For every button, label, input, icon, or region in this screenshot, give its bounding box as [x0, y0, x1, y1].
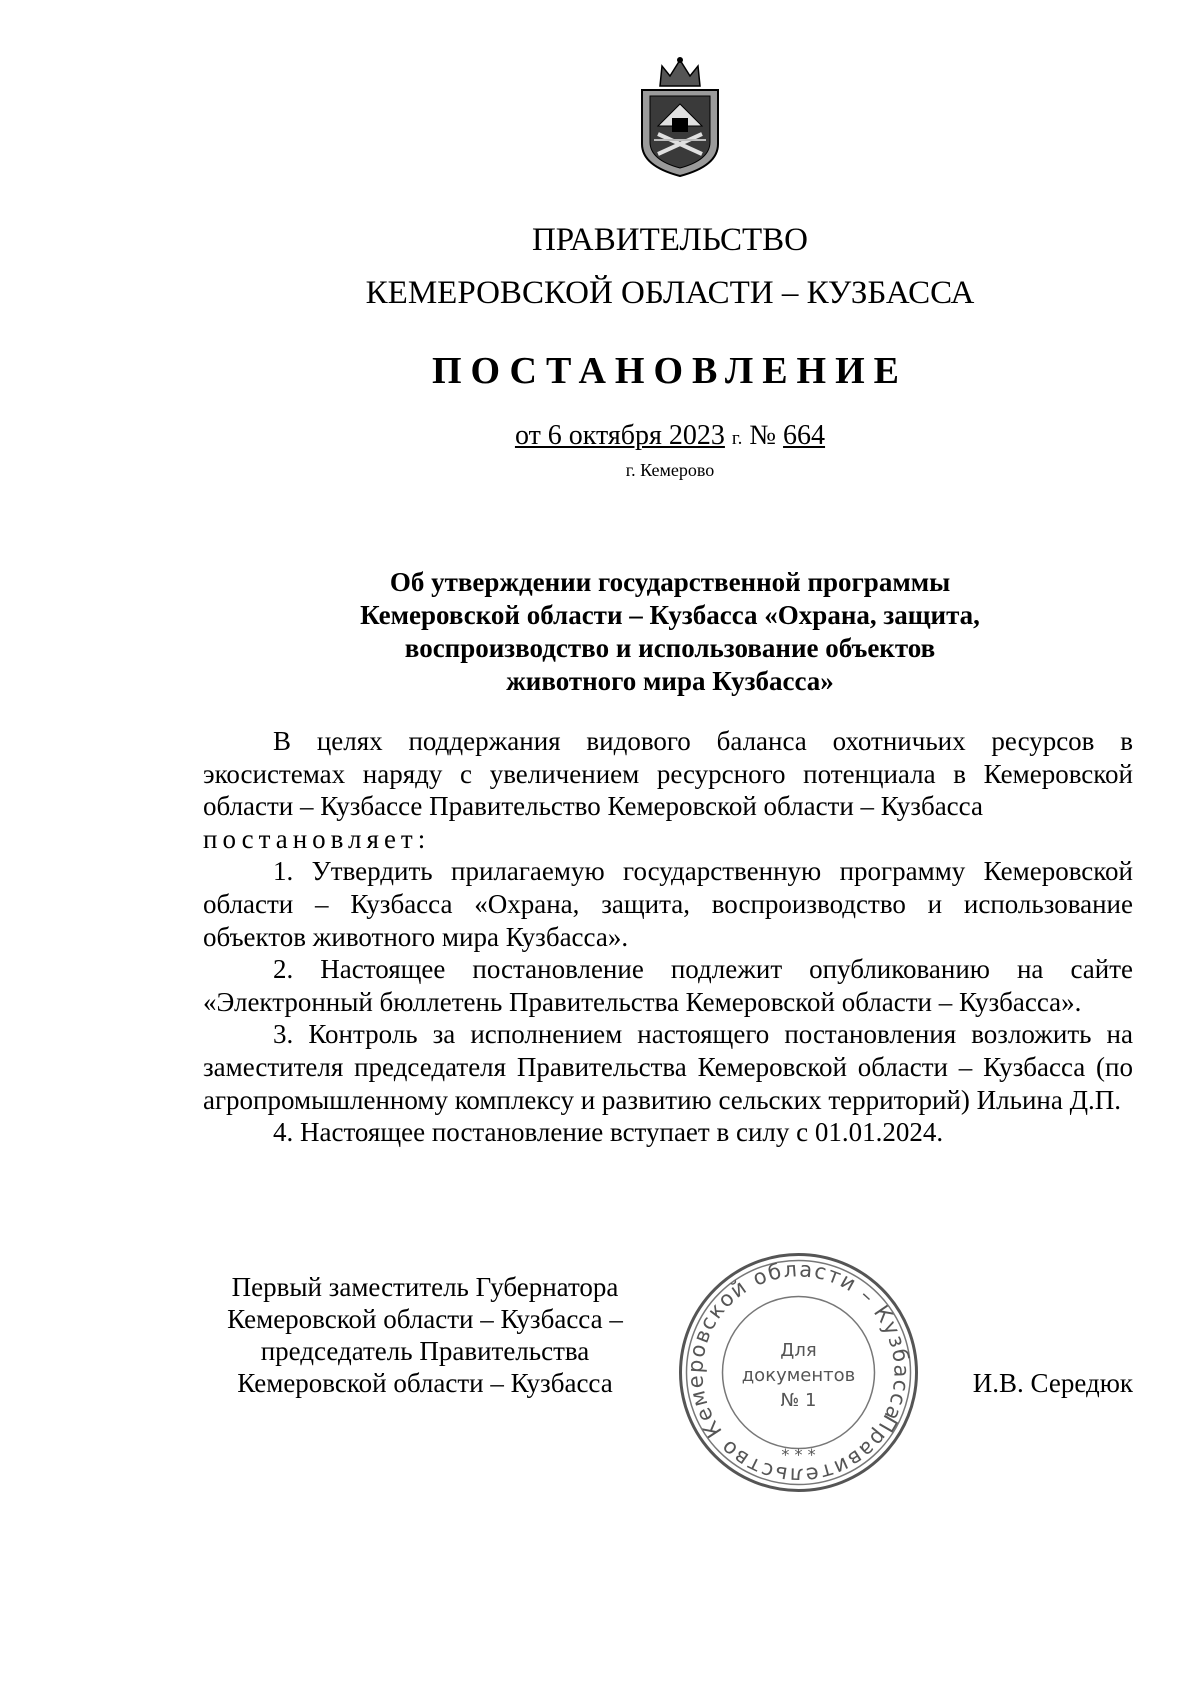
decree-word: постановляет: [203, 823, 431, 854]
signer-position-line: Первый заместитель Губернатора [231, 1272, 619, 1302]
signer-position-line: председатель Правительства [260, 1336, 590, 1366]
document-number: 664 [783, 420, 826, 451]
document-date: от 6 октября 2023 [514, 420, 725, 451]
stamp-ring-text: Правительство Кемеровской области – Кузбасса [683, 1257, 914, 1488]
title-line: Об утверждении государственной программы [389, 567, 951, 597]
government-name-line2: КЕМЕРОВСКОЙ ОБЛАСТИ – КУЗБАССА [365, 275, 975, 311]
document-body [203, 725, 1133, 1149]
kuzbass-coat-of-arms-icon [628, 56, 732, 180]
preamble-paragraph: В целях поддержания видового баланса охотничьих ресурсов в экосистемах наряду с увеличением ресурсного потенциала в Кемеровской области – Кузбассе Правительство Кемеровской области – Кузбасса [203, 726, 1133, 822]
government-name-line1: ПРАВИТЕЛЬСТВО [531, 222, 809, 258]
stamp-center-line: документов [741, 1365, 856, 1386]
document-city: г. Кемерово [625, 460, 715, 480]
document-title [0, 566, 1200, 698]
stamp-center-line: Для [780, 1340, 817, 1361]
stamp-center-line: № 1 [780, 1390, 817, 1411]
document-date-number [0, 418, 1200, 457]
signer-name: И.В. Середюк [972, 1368, 1133, 1398]
title-line: воспроизводство и использование объектов [404, 633, 936, 663]
document-type-heading: ПОСТАНОВЛЕНИЕ [431, 350, 909, 392]
stamp-stars: * * * [781, 1445, 816, 1464]
decree-item-2: 2. Настоящее постановление подлежит опубликованию на сайте «Электронный бюллетень Правительства Кемеровской области – Кузбасса». [203, 954, 1133, 1017]
title-line: животного мира Кузбасса» [506, 666, 834, 696]
number-prefix: № [749, 420, 777, 451]
signer-position-line: Кемеровской области – Кузбасса – [227, 1304, 623, 1334]
title-line: Кемеровской области – Кузбасса «Охрана, защита, [360, 600, 980, 630]
year-suffix: г. [731, 428, 743, 449]
decree-item-3: 3. Контроль за исполнением настоящего постановления возложить на заместителя председателя Правительства Кемеровской области – Кузбасса (по агропромышленному комплексу и развитию сельских территорий) Ильина Д.П. [203, 1019, 1133, 1115]
decree-item-1: 1. Утвердить прилагаемую государственную программу Кемеровской области – Кузбасса «Охрана, защита, воспроизводство и использование объектов животного мира Кузбасса». [203, 856, 1133, 952]
decree-item-4: 4. Настоящее постановление вступает в силу с 01.01.2024. [273, 1117, 944, 1148]
official-stamp [676, 1250, 921, 1495]
signer-position [205, 1271, 645, 1399]
signer-position-line: Кемеровской области – Кузбасса [237, 1368, 613, 1398]
